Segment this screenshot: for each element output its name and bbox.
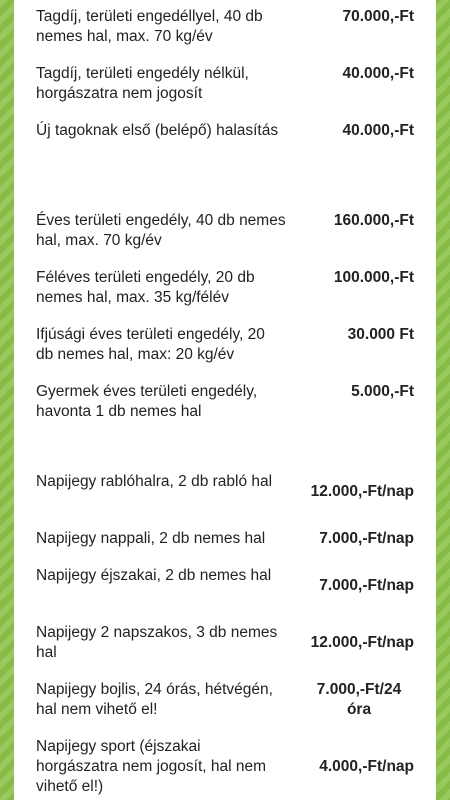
fee-description: Napijegy 2 napszakos, 3 db nemes hal: [36, 624, 278, 661]
fee-price: 12.000,-Ft/nap: [310, 634, 414, 651]
fee-price: 40.000,-Ft: [342, 122, 414, 139]
fee-price: 7.000,-Ft/24 óra: [316, 681, 402, 718]
fee-price: 12.000,-Ft/nap: [310, 483, 414, 500]
fee-description: Gyermek éves területi engedély, havonta 1 db nemes hal: [36, 383, 258, 420]
fee-price: 100.000,-Ft: [333, 269, 414, 286]
fee-price: 4.000,-Ft/nap: [319, 758, 414, 775]
fee-description: Tagdíj, területi engedéllyel, 40 db nemes hal, max. 70 kg/év: [36, 8, 263, 45]
fee-description: Napijegy éjszakai, 2 db nemes hal: [36, 567, 272, 584]
fee-price: 70.000,-Ft: [342, 8, 414, 25]
fee-description: Ifjúsági éves területi engedély, 20 db nemes hal, max: 20 kg/év: [36, 326, 265, 363]
fee-description: Napijegy rablóhalra, 2 db rabló hal: [36, 473, 273, 490]
fee-price: 160.000,-Ft: [333, 212, 414, 229]
fee-price: 7.000,-Ft/nap: [319, 577, 414, 594]
fee-description: Napijegy bojlis, 24 órás, hétvégén, hal nem vihető el!: [36, 681, 273, 718]
fee-description: Féléves területi engedély, 20 db nemes hal, max. 35 kg/félév: [36, 269, 255, 306]
fee-description: Új tagoknak első (belépő) halasítás: [36, 122, 279, 139]
fee-description: Napijegy sport (éjszakai horgászatra nem jogosít, hal nem vihető el!): [36, 738, 267, 795]
fee-description: Tagdíj, területi engedély nélkül, horgászatra nem jogosít: [36, 65, 249, 102]
fee-description: Napijegy nappali, 2 db nemes hal: [36, 530, 266, 547]
price-list-card: [14, 0, 436, 800]
fee-price: 40.000,-Ft: [342, 65, 414, 82]
fee-price: 30.000 Ft: [347, 326, 414, 343]
fee-price: 7.000,-Ft/nap: [319, 530, 414, 547]
fee-description: Éves területi engedély, 40 db nemes hal, max. 70 kg/év: [36, 212, 286, 249]
fee-price: 5.000,-Ft: [351, 383, 414, 400]
